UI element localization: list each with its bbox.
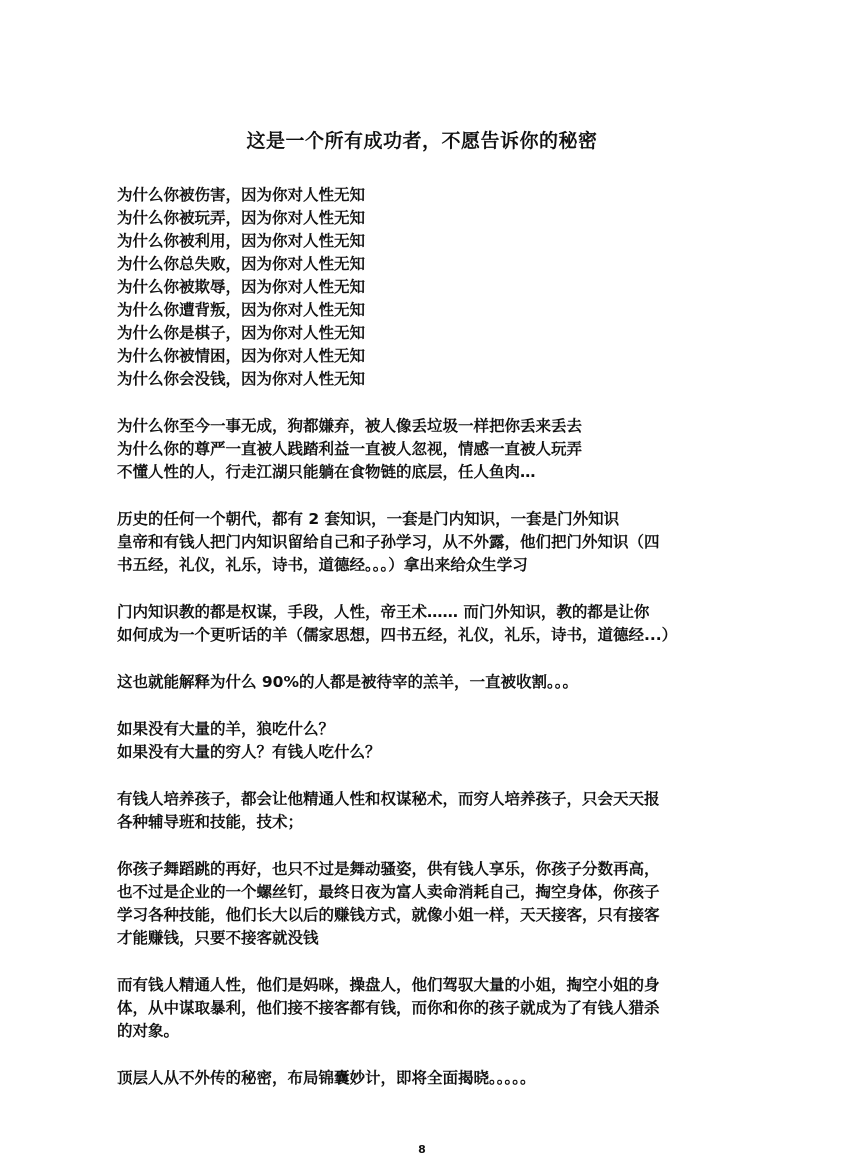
text-line: 体，从中谋取暴利，他们接不接客都有钱，而你和你的孩子就成为了有钱人猎杀: [117, 999, 660, 1017]
text-line: 书五经，礼仪，礼乐，诗书，道德经。。。）拿出来给众生学习: [117, 556, 528, 574]
paragraph: [117, 184, 757, 391]
text-line: 你孩子舞蹈跳的再好，也只不过是舞动骚姿，供有钱人享乐，你孩子分数再高，: [117, 860, 660, 878]
text-line: 而有钱人精通人性，他们是妈咪，操盘人，他们驾驭大量的小姐，掏空小姐的身: [117, 976, 660, 994]
text-line: 历史的任何一个朝代，都有 2 套知识，一套是门内知识，一套是门外知识: [117, 510, 620, 528]
text-line: 如何成为一个更听话的羊（儒家思想，四书五经，礼仪，礼乐，诗书，道德经...）: [117, 626, 678, 644]
text-line: 学习各种技能，他们长大以后的赚钱方式，就像小姐一样，天天接客，只有接客: [117, 906, 660, 924]
text-line: 为什么你被玩弄，因为你对人性无知: [117, 209, 366, 227]
paragraph: [117, 858, 757, 950]
paragraph: [117, 788, 757, 834]
paragraph: [117, 415, 757, 484]
text-line: 门内知识教的都是权谋，手段，人性，帝王术…… 而门外知识，教的都是让你: [117, 603, 650, 621]
paragraph: [117, 718, 757, 764]
text-line: 为什么你的尊严一直被人践踏利益一直被人忽视，情感一直被人玩弄: [117, 440, 583, 458]
text-line: 为什么你会没钱，因为你对人性无知: [117, 370, 366, 388]
text-line: 的对象。: [117, 1022, 180, 1040]
text-line: 为什么你遭背叛，因为你对人性无知: [117, 301, 366, 319]
text-line: 为什么你至今一事无成，狗都嫌弃，被人像丢垃圾一样把你丢来丢去: [117, 417, 583, 435]
text-line: 为什么你被伤害，因为你对人性无知: [117, 186, 366, 204]
text-line: 不懂人性的人，行走江湖只能躺在食物链的底层，任人鱼肉…: [117, 463, 536, 481]
text-line: 为什么你被利用，因为你对人性无知: [117, 232, 366, 250]
text-line: 为什么你总失败，因为你对人性无知: [117, 255, 366, 273]
paragraph: [117, 601, 757, 647]
text-line: 为什么你被欺辱，因为你对人性无知: [117, 278, 366, 296]
text-line: 也不过是企业的一个螺丝钉，最终日夜为富人卖命消耗自己，掏空身体，你孩子: [117, 883, 660, 901]
paragraph: [117, 974, 757, 1043]
text-line: 各种辅导班和技能，技术；: [117, 813, 304, 831]
text-line: 有钱人培养孩子，都会让他精通人性和权谋秘术，而穷人培养孩子，只会天天报: [117, 790, 660, 808]
page-title: 这是一个所有成功者，不愿告诉你的秘密: [246, 130, 598, 152]
text-line: 如果没有大量的穷人？有钱人吃什么？: [117, 743, 381, 761]
page-number: 8: [418, 1143, 426, 1156]
paragraph: [117, 1067, 757, 1090]
text-line: 才能赚钱，只要不接客就没钱: [117, 929, 319, 947]
text-line: 这也就能解释为什么 90%的人都是被待宰的羔羊，一直被收割。。。: [117, 673, 578, 691]
text-line: 皇帝和有钱人把门内知识留给自己和子孙学习，从不外露，他们把门外知识（四: [117, 533, 660, 551]
text-line: 为什么你被情困，因为你对人性无知: [117, 347, 366, 365]
paragraph: [117, 671, 757, 694]
text-line: 顶层人从不外传的秘密，布局锦囊妙计，即将全面揭晓。。。。。: [117, 1069, 536, 1087]
text-line: 为什么你是棋子，因为你对人性无知: [117, 324, 366, 342]
text-line: 如果没有大量的羊，狼吃什么？: [117, 720, 335, 738]
paragraph: [117, 508, 757, 577]
document-body: [117, 184, 757, 1090]
